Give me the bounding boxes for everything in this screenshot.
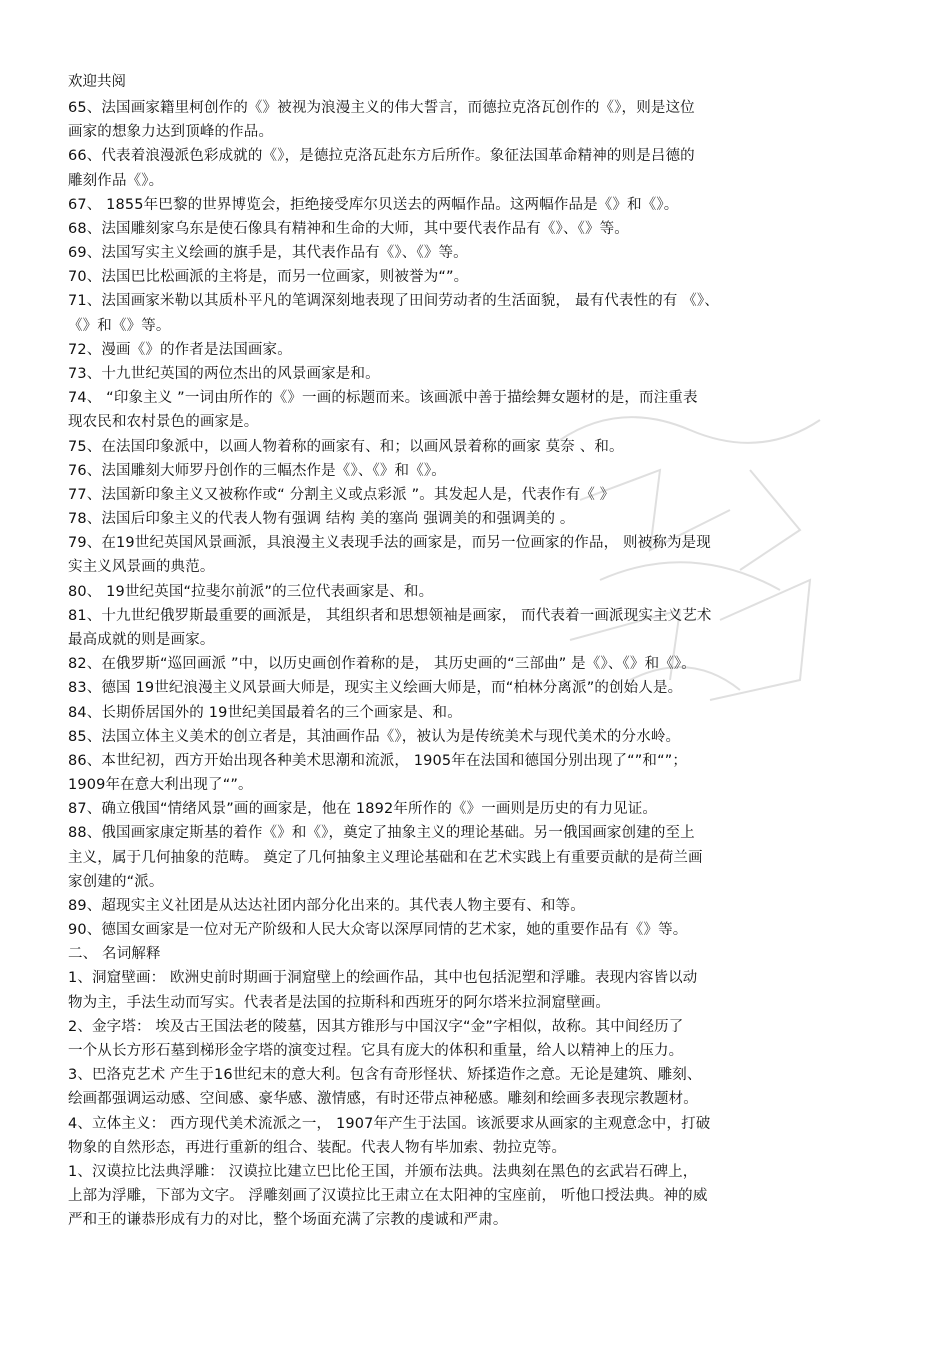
text-line: 81、十九世纪俄罗斯最重要的画派是， 其组织者和思想领袖是画家， 而代表着一画派现实主义艺术 [68,607,712,624]
text-line: 《》和《》等。 [68,317,171,334]
text-line: 70、法国巴比松画派的主将是，而另一位画家，则被誉为“”。 [68,269,469,286]
text-line: 最高成就的则是画家。 [68,631,215,648]
text-line: 二、 名词解释 [68,946,161,963]
text-line: 88、俄国画家康定斯基的着作《》和《》，奠定了抽象主义的理论基础。另一俄国画家创建的至上 [68,825,695,842]
text-line: 3、巴洛克艺术 产生于16世纪末的意大利。包含有奇形怪状、矫揉造作之意。无论是建筑、雕刻、 [68,1067,702,1084]
text-line: 68、法国雕刻家乌东是使石像具有精神和生命的大师，其中要代表作品有《》、《》等。 [68,220,629,237]
text-line: 物象的自然形态，再进行重新的组合、装配。代表人物有毕加索、勃拉克等。 [68,1139,567,1156]
text-line: 85、法国立体主义美术的创立者是，其油画作品《》，被认为是传统美术与现代美术的分水岭。 [68,728,681,745]
text-line: 77、法国新印象主义又被称作或“ 分割主义或点彩派 ”。其发起人是，代表作有《 》 [68,486,615,503]
text-line: 1、洞窟壁画： 欧洲史前时期画于洞窟壁上的绘画作品，其中也包括泥塑和浮雕。表现内容皆以动 [68,970,698,987]
text-line: 75、在法国印象派中，以画人物着称的画家有、和；以画风景着称的画家 莫奈 、和。 [68,438,624,455]
text-line: 90、德国女画家是一位对无产阶级和人民大众寄以深厚同情的艺术家，她的重要作品有《》等。 [68,922,688,939]
text-line: 67、 1855年巴黎的世界博览会，拒绝接受库尔贝送去的两幅作品。这两幅作品是《》和《》。 [68,196,679,213]
text-line: 86、本世纪初，西方开始出现各种美术思潮和流派， 1905年在法国和德国分别出现了“”和“”； [68,752,688,769]
text-line: 80、 19世纪英国“拉斐尔前派”的三位代表画家是、和。 [68,583,434,600]
text-line: 87、确立俄国“情绪风景”画的画家是，他在 1892年所作的《》一画则是历史的有力见证。 [68,801,658,818]
text-line: 画家的想象力达到顶峰的作品。 [68,124,274,141]
text-line: 73、十九世纪英国的两位杰出的风景画家是和。 [68,365,380,382]
text-line: 74、 “印象主义 ”一词由所作的《》一画的标题而来。该画派中善于描绘舞女题材的是，而注重表 [68,390,698,407]
text-line: 一个从长方形石墓到梯形金字塔的演变过程。它具有庞大的体积和重量，给人以精神上的压力。 [68,1043,684,1060]
text-line: 主义，属于几何抽象的范畴。 奠定了几何抽象主义理论基础和在艺术实践上有重要贡献的是荷兰画 [68,849,703,866]
text-line: 绘画都强调运动感、空间感、豪华感、激情感，有时还带点神秘感。雕刻和绘画多表现宗教题材。 [68,1091,698,1108]
text-line: 2、金字塔： 埃及古王国法老的陵墓，因其方锥形与中国汉字“金”字相似，故称。其中间经历了 [68,1018,684,1035]
text-line: 家创建的“派。 [68,873,164,890]
text-line: 89、超现实主义社团是从达达社团内部分化出来的。其代表人物主要有、和等。 [68,897,585,914]
text-line: 实主义风景画的典范。 [68,559,215,576]
page-header: 欢迎共阅 [68,74,126,90]
text-line: 雕刻作品《》。 [68,172,164,189]
text-line: 66、代表着浪漫派色彩成就的《》，是德拉克洛瓦赴东方后所作。象征法国革命精神的则是吕德的 [68,148,695,165]
text-line: 72、漫画《》的作者是法国画家。 [68,341,292,358]
text-line: 69、法国写实主义绘画的旗手是，其代表作品有《》、《》等。 [68,245,468,262]
text-line: 65、法国画家籍里柯创作的《》被视为浪漫主义的伟大誓言，而德拉克洛瓦创作的《》，则是这位 [68,100,695,116]
text-line: 1909年在意大利出现了“”。 [68,777,253,794]
text-line: 现农民和农村景色的画家是。 [68,414,259,431]
text-line: 83、德国 19世纪浪漫主义风景画大师是，现实主义绘画大师是，而“柏林分离派”的创始人是。 [68,680,683,697]
text-line: 上部为浮雕，下部为文字。 浮雕刻画了汉谟拉比王肃立在太阳神的宝座前， 听他口授法典。神的威 [68,1188,708,1205]
text-line: 79、在19世纪英国风景画派，具浪漫主义表现手法的画家是，而另一位画家的作品， 则被称为是现 [68,535,711,552]
text-line: 4、立体主义： 西方现代美术流派之一， 1907年产生于法国。该派要求从画家的主观意念中，打破 [68,1115,711,1132]
text-line: 76、法国雕刻大师罗丹创作的三幅杰作是《》、《》和《》。 [68,462,446,479]
text-line: 78、法国后印象主义的代表人物有强调 结构 美的塞尚 强调美的和强调美的 。 [68,511,575,528]
text-line: 71、法国画家米勒以其质朴平凡的笔调深刻地表现了田间劳动者的生活面貌， 最有代表性的有 《》、 [68,293,719,310]
text-line: 84、长期侨居国外的 19世纪美国最着名的三个画家是、和。 [68,704,462,721]
text-line: 物为主，手法生动而写实。代表者是法国的拉斯科和西班牙的阿尔塔米拉洞窟壁画。 [68,994,611,1011]
text-line: 严和王的谦恭形成有力的对比，整个场面充满了宗教的虔诚和严肃。 [68,1212,508,1229]
text-line: 1、汉谟拉比法典浮雕： 汉谟拉比建立巴比伦王国，并颁布法典。法典刻在黑色的玄武岩石碑上， [68,1163,698,1180]
text-line: 82、在俄罗斯“巡回画派 ”中，以历史画创作着称的是， 其历史画的“三部曲” 是《》、《》和《》。 [68,656,696,673]
